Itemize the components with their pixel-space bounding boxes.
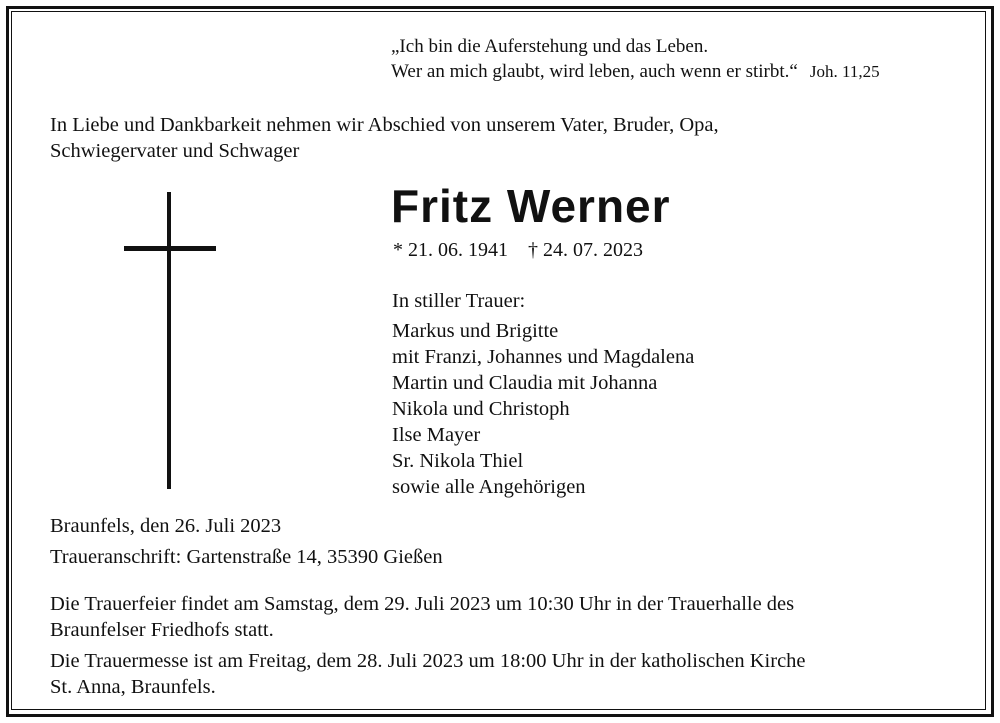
death-date: † 24. 07. 2023 <box>528 239 643 261</box>
mourner-item: Sr. Nikola Thiel <box>392 450 524 472</box>
quote-line-2-text: Wer an mich glaubt, wird leben, auch wenn er stirbt.“ <box>391 61 798 82</box>
mourner-item: Nikola und Christoph <box>392 398 570 420</box>
place-date: Braunfels, den 26. Juli 2023 <box>50 515 282 537</box>
mass-line-1: Die Trauermesse ist am Freitag, dem 28. Juli 2023 um 18:00 Uhr in der katholischen Kirche <box>50 650 806 672</box>
intro-line-1: In Liebe und Dankbarkeit nehmen wir Abschied von unserem Vater, Bruder, Opa, <box>50 114 719 136</box>
intro-line-2: Schwiegervater und Schwager <box>50 140 300 162</box>
cross-icon-bar <box>124 246 216 251</box>
requiem-mass-info <box>50 648 806 700</box>
intro-text <box>50 112 719 164</box>
bible-quote <box>391 34 880 84</box>
deceased-name: Fritz Werner <box>391 180 671 232</box>
service-line-1: Die Trauerfeier findet am Samstag, dem 29. Juli 2023 um 10:30 Uhr in der Trauerhalle des <box>50 593 795 615</box>
quote-line-1: „Ich bin die Auferstehung und das Leben. <box>391 36 709 57</box>
mourner-item: Martin und Claudia mit Johanna <box>392 372 658 394</box>
service-line-2: Braunfelser Friedhofs statt. <box>50 619 274 641</box>
mourner-item: Ilse Mayer <box>392 424 481 446</box>
mourning-heading: In stiller Trauer: <box>392 290 526 312</box>
mourner-item: sowie alle Angehörigen <box>392 476 586 498</box>
quote-reference: Joh. 11,25 <box>809 62 880 81</box>
quote-line-2 <box>391 59 880 84</box>
mourning-address: Traueranschrift: Gartenstraße 14, 35390 Gießen <box>50 546 443 568</box>
cross-icon <box>167 192 171 489</box>
life-dates <box>393 237 643 263</box>
mourner-item: Markus und Brigitte <box>392 320 559 342</box>
mourners-list <box>392 318 694 500</box>
birth-date: * 21. 06. 1941 <box>393 239 508 261</box>
mourner-item: mit Franzi, Johannes und Magdalena <box>392 346 695 368</box>
funeral-service-info <box>50 591 794 643</box>
mass-line-2: St. Anna, Braunfels. <box>50 676 216 698</box>
